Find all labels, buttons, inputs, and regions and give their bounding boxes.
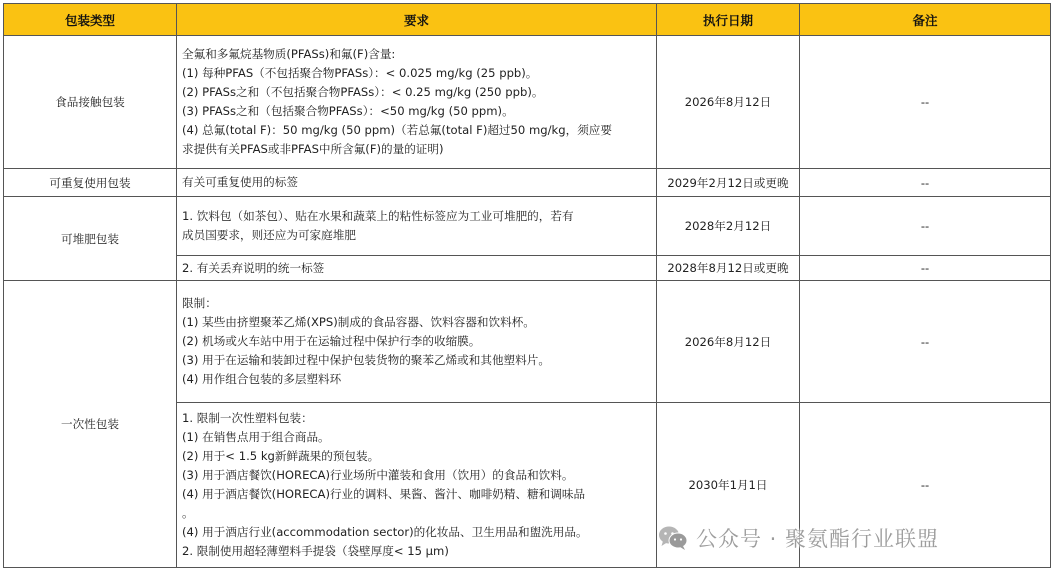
requirement-line: (4) 用于酒店餐饮(HORECA)行业的调料、果酱、酱汁、咖啡奶精、糖和调味品 — [182, 487, 586, 501]
requirement-line: (4) 用作组合包装的多层塑料环 — [182, 372, 342, 386]
requirement-line: 1. 饮料包（如茶包）、贴在水果和蔬菜上的粘性标签应为工业可堆肥的，若有 — [182, 209, 574, 223]
remarks-cell: -- — [800, 169, 1051, 197]
effective-date-cell: 2026年8月12日 — [657, 36, 800, 169]
header-packaging-type: 包装类型 — [4, 4, 177, 36]
requirement-cell — [177, 403, 657, 568]
requirement-line: (2) 用于< 1.5 kg新鲜蔬果的预包装。 — [182, 449, 380, 463]
requirement-line: 2. 限制使用超轻薄塑料手提袋（袋壁厚度< 15 μm) — [182, 544, 449, 558]
watermark-text: 公众号 · 聚氨酯行业联盟 — [696, 527, 940, 551]
table-row — [4, 36, 1051, 169]
remarks-cell: -- — [800, 36, 1051, 169]
requirement-line: (1) 某些由挤塑聚苯乙烯(XPS)制成的食品容器、饮料容器和饮料杯。 — [182, 315, 535, 329]
requirement-cell — [177, 256, 657, 281]
effective-date-cell: 2028年8月12日或更晚 — [657, 256, 800, 281]
requirement-line: 成员国要求，则还应为可家庭堆肥 — [182, 228, 356, 242]
remarks-cell: -- — [800, 256, 1051, 281]
effective-date-cell: 2029年2月12日或更晚 — [657, 169, 800, 197]
effective-date-cell: 2026年8月12日 — [657, 281, 800, 403]
requirement-line: (1) 在销售点用于组合商品。 — [182, 430, 330, 444]
requirement-line: (1) 每种PFAS（不包括聚合物PFASs）：< 0.025 mg/kg (25 ppb)。 — [182, 66, 538, 80]
requirement-line: (3) 用于酒店餐饮(HORECA)行业场所中灌装和食用（饮用）的食品和饮料。 — [182, 468, 574, 482]
requirement-line: (3) PFASs之和（包括聚合物PFASs）：<50 mg/kg (50 ppm)。 — [182, 104, 514, 118]
requirement-line: 1. 限制一次性塑料包装： — [182, 411, 313, 425]
packaging-type-cell: 可重复使用包装 — [4, 169, 177, 197]
header-remarks: 备注 — [800, 4, 1051, 36]
requirement-line: (2) 机场或火车站中用于在运输过程中保护行李的收缩膜。 — [182, 334, 481, 348]
packaging-type-cell: 可堆肥包装 — [4, 197, 177, 281]
packaging-type-cell: 一次性包装 — [4, 281, 177, 568]
requirement-line: (2) PFASs之和（不包括聚合物PFASs）：< 0.25 mg/kg (250 ppb)。 — [182, 85, 544, 99]
table-row — [4, 197, 1051, 256]
table-row — [4, 281, 1051, 403]
header-requirement: 要求 — [177, 4, 657, 36]
table-row — [4, 169, 1051, 197]
header-effective-date: 执行日期 — [657, 4, 800, 36]
requirement-line: (4) 用于酒店行业(accommodation sector)的化妆品、卫生用品和盥洗用品。 — [182, 525, 588, 539]
effective-date-cell: 2028年2月12日 — [657, 197, 800, 256]
requirement-cell — [177, 36, 657, 169]
effective-date-cell: 2030年1月1日 — [657, 403, 800, 568]
requirement-line: 全氟和多氟烷基物质(PFASs)和氟(F)含量: — [182, 47, 396, 61]
requirement-cell — [177, 169, 657, 197]
remarks-cell: -- — [800, 197, 1051, 256]
remarks-cell: -- — [800, 281, 1051, 403]
requirement-line: 2. 有关丢弃说明的统一标签 — [182, 260, 325, 275]
requirement-cell — [177, 197, 657, 256]
regulation-table — [3, 3, 1051, 568]
requirement-line: (3) 用于在运输和装卸过程中保护包装货物的聚苯乙烯或和其他塑料片。 — [182, 353, 550, 367]
requirement-cell — [177, 281, 657, 403]
requirement-line: (4) 总氟(total F)：50 mg/kg (50 ppm)（若总氟(total F)超过50 mg/kg，须应要 — [182, 123, 612, 137]
packaging-type-cell: 食品接触包装 — [4, 36, 177, 169]
remarks-cell: -- — [800, 403, 1051, 568]
table-header-row — [4, 4, 1051, 36]
requirement-line: 有关可重复使用的标签 — [182, 175, 298, 189]
requirement-line: 。 — [182, 506, 194, 520]
requirement-line: 限制： — [182, 296, 217, 310]
requirement-line: 求提供有关PFAS或非PFAS中所含氟(F)的量的证明) — [182, 142, 444, 156]
